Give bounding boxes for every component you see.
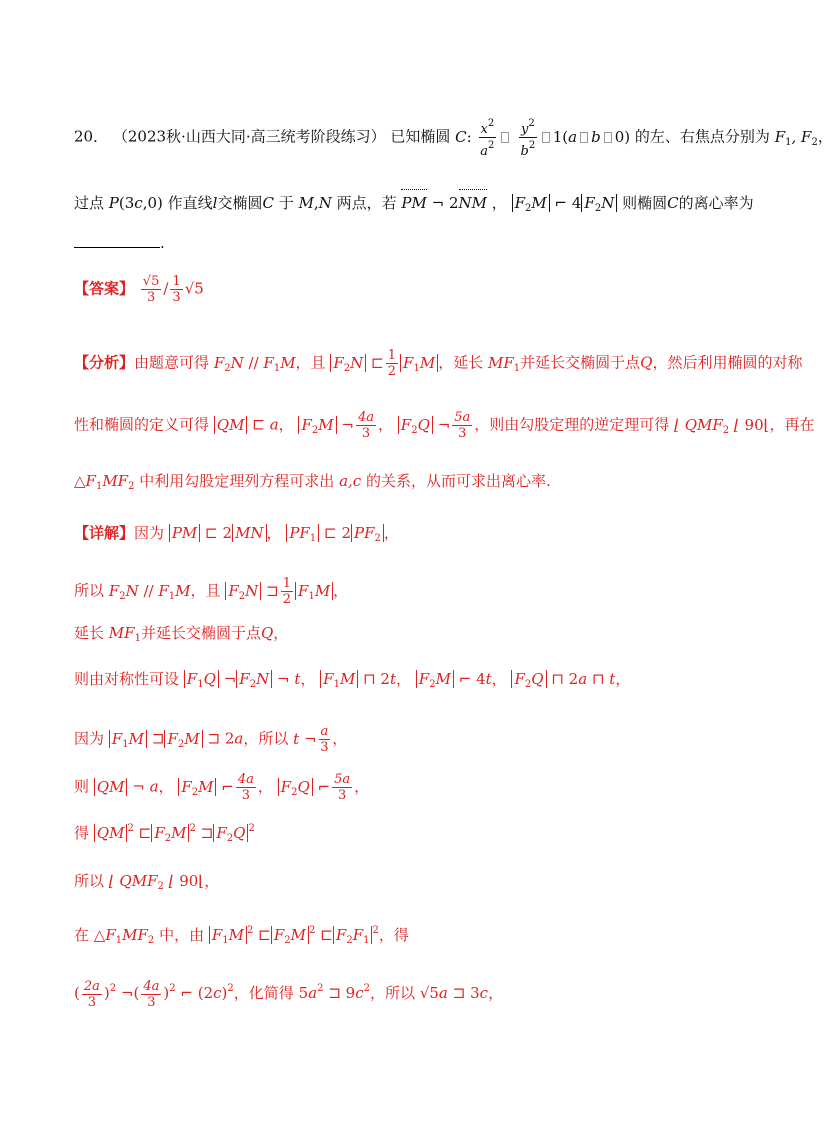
detail-line-7: 得 QM $^2$ ⊏ $F_2M$ $^2$ ⊐ $F_2Q$ $^2$	[74, 823, 255, 844]
answer-value-1: $\frac{√5}{3}$	[142, 274, 160, 305]
analysis-line-3: $\triangle F_1MF_2$ 中利用勾股定理列方程可求出 a,c 的关系，从而可求出离心率.	[74, 472, 551, 492]
detail-line-2: 所以 $F_2N // F_1M$，且 $F_2N$ ⊐ $\frac{1}{2}$ $F_1M$ ，	[74, 576, 349, 607]
answer-blank-line: .	[74, 232, 740, 254]
length-condition: $F_2M$ ⌐ 4 $F_2N$	[512, 194, 618, 212]
ellipse-equation: C: $\frac{x^2}{a^2}$ $\frac{y^2}{b^2}$ 1(a b 0)	[455, 118, 631, 159]
foci-symbols: $F_1$, $F_2$	[774, 127, 818, 148]
problem-number: 20．	[74, 127, 109, 146]
answer-tag: 【答案】	[74, 279, 135, 298]
answer-blank	[74, 233, 160, 248]
problem-line-1: 20． （2023秋·山西大同·高三统考阶段练习） 已知椭圆 C: $\frac{x^2}{a^2}$ $\frac{y^2}{b^2}$ 1(a b 0) 的左、右焦点分别为 $F_1$, $F_2$，	[74, 118, 833, 159]
problem-line-2: 过点 P(3c,0) 作直线l交椭圆C 于 M,N 两点，若 PM ¬ 2NM ， $F_2M$ ⌐ 4 $F_2N$ 则椭圆C的离心率为	[74, 194, 754, 214]
detail-line-9: 在 $\triangle F_1MF_2$ 中，由 $F_1M$ $^2$ ⊏ $F_2M$ $^2$ ⊏ $F_2F_1^2$，得	[74, 925, 409, 946]
answer-line: 【答案】 $\frac{√5}{3}$ / $\frac{1}{3}$ √5	[74, 274, 204, 305]
detail-line-10: ( $\frac{2a}{3}$ )$^2$ ¬( $\frac{4a}{3}$ )$^2$ ⌐ $(2c)^2$，化简得 $5a^2$ ⊐ $9c^2$，所以 √5a ⊐ 3c，	[74, 978, 504, 1010]
detail-line-6: 则 QM ¬ a， $F_2M$ ⌐ $\frac{4a}{3}$ ， $F_2Q$ ⌐ $\frac{5a}{3}$ ，	[74, 772, 370, 803]
detail-tag: 【详解】	[74, 524, 135, 542]
analysis-tag: 【分析】	[74, 353, 135, 372]
problem-source: （2023秋·山西大同·高三统考阶段练习）	[112, 127, 386, 146]
analysis-line-2: 性和椭圆的定义可得 QM ⊏ a， $F_2M$ ¬ $\frac{4a}{3}$ ， $F_2Q$ ¬ $\frac{5a}{3}$ ，则由勾股定理的逆定理可得 ⌊ $QMF_2$ ⌊ 90⌊，再在	[74, 410, 815, 441]
detail-line-1: 【详解】因为 PM ⊏ 2 MN ， $PF_1$ ⊏ 2 $PF_2$ ，	[74, 524, 399, 544]
detail-line-3: 延长 $MF_1$并延长交椭圆于点Q，	[74, 624, 289, 644]
vector-condition: PM ¬ 2NM	[401, 194, 488, 212]
point-p: P(3c,0)	[108, 194, 163, 212]
analysis-line-1: 【分析】由题意可得 $F_2N // F_1M$，且 $F_2N$ ⊏ $\frac{1}{2}$ $F_1M$ ，延长 $MF_1$并延长交椭圆于点Q，然后利用椭圆的对称	[74, 348, 803, 379]
detail-line-8: 所以 ⌊ $QMF_2$ ⌊ 90⌊，	[74, 872, 220, 892]
detail-line-5: 因为 $F_1M$ ⊐ $F_2M$ ⊐ 2a，所以 t ¬ $\frac{a}{3}$ ，	[74, 724, 348, 755]
detail-line-4: 则由对称性可设 $F_1Q$ ¬ $F_2N$ ¬ t， $F_1M$ ⊓ 2t， $F_2M$ ⌐ 4t， $F_2Q$ ⊓ 2a ⊓ t，	[74, 670, 631, 690]
